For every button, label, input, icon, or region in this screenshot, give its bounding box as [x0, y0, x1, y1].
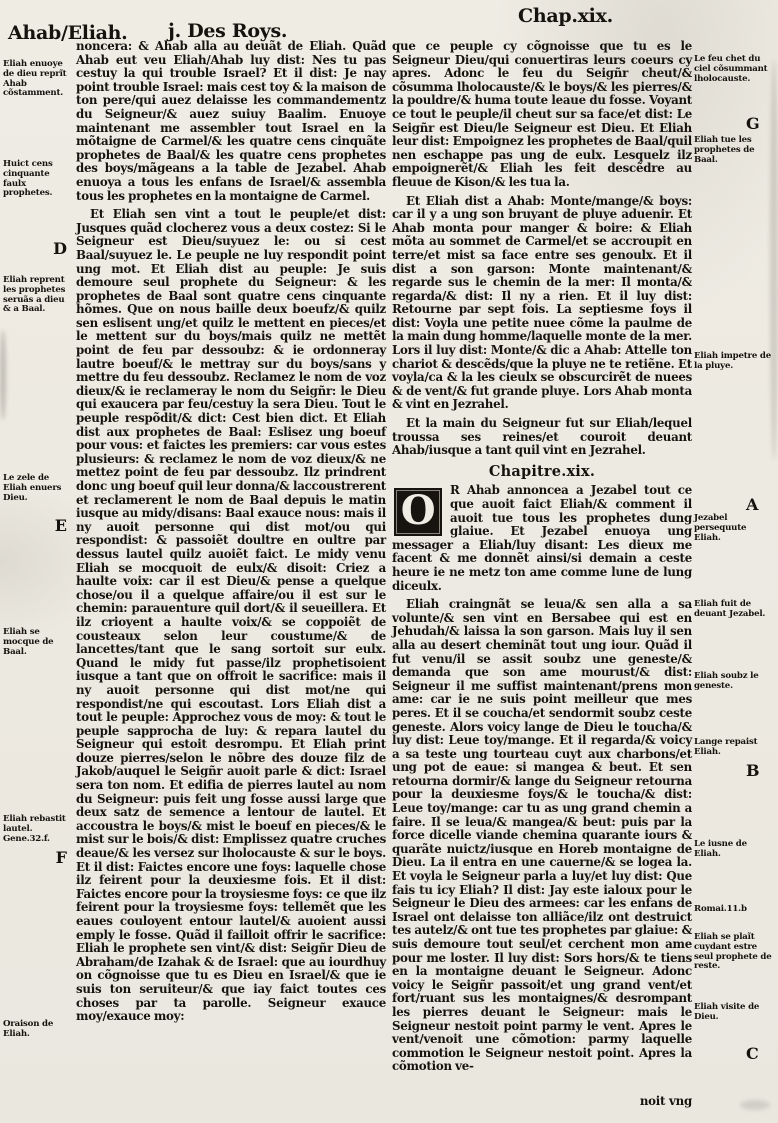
running-head-center: j. Des Roys. [168, 20, 288, 42]
paragraph: Et la main du Seigneur fut sur Eliah/lequel troussa ses reines/et couroit deuant Ahab/iusque a tant quil vint en Jezrahel. [392, 416, 692, 458]
margin-note: Huict cens cinquante faulx prophetes. [3, 159, 53, 199]
margin-note: Eliah enuoye de dieu reprĩt Ahab cõstamment. [3, 59, 67, 99]
section-letter: E [54, 516, 67, 535]
paragraph: Et Eliah dist a Ahab: Monte/mange/& boys: car il y a ung son bruyant de pluye aduenir. Et Ahab monta pour manger & boire: & Eliah mõta au sommet de Carmel/et se accroupit en terre/et mist sa face entre ses genoulx. Et il dist a son garson: Monte maintenant/& regarde sus le chemin de la mer: Il monta/& regarda/& dist: Il ny a rien. Et il luy dist: Retourne par sept fois. La septiesme foys il dist: Voyla une petite nuee cõme la paulme de la main dung homme/laquelle monte de la mer. Lors il luy dist: Monte/& dic a Ahab: Attelle ton chariot & descẽds/que la pluye ne te retiẽne. Et voyla/ca & la les cieulx se obscurcirẽt de nuees & de vent/& fut grande pluye. Lors Ahab monta & vint en Jezrahel. [392, 193, 692, 412]
left-margin-gloss-column [3, 0, 73, 1123]
margin-note: Eliah soubz le geneste. [694, 671, 759, 691]
text-column-right [392, 40, 692, 1118]
paragraph: que ce peuple cy cõgnoisse que tu es le Seigneur Dieu/qui conuertiras leurs coeurs cy apres. Adonc le feu du Seigñr cheut/& cõsumma lholocauste/& le boys/& les pierres/& la pouldre/& huma toute leaue du fosse. Voyant ce tout le peuple/il cheut sur sa face/et dist: Le Seigñr est Dieu/le Seigneur est Dieu. Et Eliah leur dist: Empoignez les prophetes de Baal/quil nen eschappe pas ung de eulx. Lesquelz ilz empoignerẽt/& Eliah les feit descẽdre au fleuue de Kison/& les tua la. [392, 39, 692, 189]
chapter-heading: Chapitre.xix. [488, 462, 596, 480]
paragraph: Eliah craingnãt se leua/& sen alla a sa volunte/& sen vint en Bersabee qui est en Jehudah/& laissa la son garson. Mais luy il sen alla au desert cheminãt tout ung iour. Quãd il fut venu/il se assit soubz une geneste/& demanda que son ame mourust/& dist: Seigneur il me suffist maintenant/prens mon ame: car ie ne suis point meilleur que mes peres. Et il se coucha/et sendormit soubz ceste geneste. Alors voicy lange de Dieu le toucha/& luy dist: Leue toy/mange. Et il regarda/& voicy a sa teste ung tourteau cuyt aux charbons/et ung pot de eaue: si mangea & beut. Et sen retourna dormir/& lange du Seigneur retourna pour la deuxiesme foys/& le toucha/& dist: Leue toy/mange: car tu as ung grand chemin a faire. Il se leua/& mangea/& beut: puis par la force dicelle viande chemina quarante iours & quarãte nuictz/iusque en Horeb montaigne de Dieu. La il entra en une cauerne/& se logea la. Et voyla le Seigneur parla a luy/et luy dist: Que fais tu icy Eliah? Il dist: Jay este ialoux pour le Seigneur le Dieu des armees: car les enfans de Israel ont delaisse ton alliãce/ilz ont destruict tes autelz/& ont tue tes prophetes par glaiue: & suis demoure tout seul/et cerchent mon ame pour me loster. Il luy dist: Sors hors/& te tiens en la montaigne deuant le Seigneur. Adonc voicy le Seigñr passoit/et ung grand vent/et fort/ruant sus les montaignes/& desrompant les pierres deuant le Seigneur: mais le Seigneur nestoit point parmy le vent. Apres le vent/venoit une cõmotion: parmy laquelle commotion le Seigneur nestoit point. Apres la cõmotion ve- [392, 597, 692, 1074]
margin-note: Le iusne de Eliah. [694, 839, 747, 859]
margin-note: Eliah fuit de deuant Jezabel. [694, 599, 766, 619]
section-letter: C [746, 1044, 759, 1063]
margin-note: Eliah se mocque de Baal. [3, 627, 54, 657]
margin-note: Lange repaist Eliah. [694, 737, 758, 757]
margin-note: Eliah se plaĩt cuydant estre seul prophete de reste. [694, 932, 772, 972]
section-letter: B [746, 761, 760, 780]
paragraph: O R Ahab annoncea a Jezabel tout ce que auoit faict Eliah/& comment il auoit tue tous les prophetes dung glaiue. Et Jezabel enuoya ung messager a Eliah/luy disant: Les dieux me facent & me donnẽt ainsi/si demain a ceste heure ie ne metz ton ame comme lune de lung diceulx. [392, 483, 692, 593]
section-letter: F [55, 848, 67, 867]
catchword: noit vng [639, 1094, 692, 1108]
paragraph: Et Eliah sen vint a tout le peuple/et dist: Jusques quãd clocherez vous a deux costez: Si le Seigneur est Dieu/suyuez le: ou si cest Baal/suyuez le. Le peuple ne luy respondit point ung mot. Et Eliah dist au peuple: Je suis demoure seul prophete du Seigneur: & les prophetes de Baal sont quatre cens cinquante hõmes. Que on nous baille deux boeufz/& quilz sen eslisent ung/et quilz le mettent en pieces/et le mettent sur du boys/mais quilz ne mettẽt point de feu par dessoubz: & ie ordonneray lautre boeuf/& le mettray sur du boys/sans y mettre du feu dessoubz. Reclamez le nom de voz dieux/& ie reclameray le nom du Seigñr: le Dieu qui exaucera par feu/cestuy la sera Dieu. Tout le peuple respõdit/& dict: Cest bien dict. Et Eliah dist aux prophetes de Baal: Eslisez ung boeuf pour vous: et faictes les premiers: car vous estes plusieurs: & reclamez le nom de voz dieux/& ne mettez point de feu par dessoubz. Ilz prindrent donc ung boeuf quil leur donna/& laccoustrerent et reclamerent le nom de Baal depuis le matin iusque au midy/disans: Baal exauce nous: mais il ny auoit personne qui dist mot/ou qui respondist: & passoiẽt doultre en oultre par dessus lautel quilz auoiẽt faict. Le midy venu Eliah se mocquoit de eulx/& disoit: Criez a haulte voix: car il est Dieu/& pense a quelque chose/ou il a quelque affaire/ou il est sur le chemin: parauenture quil dort/& il seueillera. Et ilz crioyent a haulte voix/& se coppoiẽt de cousteaux selon leur coustume/& de lancettes/tant que le sang sortoit sur eulx. Quand le midy fut passe/ilz prophetisoient iusque a tant que on offroit le sacrifice: mais il ny auoit personne qui dist mot/ne qui respondist/ne qui escoutast. Lors Eliah dist a tout le peuple: Approchez vous de moy: & tout le peuple sapprocha de luy: & repara lautel du Seigneur qui estoit desrompu. Et Eliah print douze pierres/selon le nõbre des douze filz de Jakob/auquel le Seigñr auoit parle & dict: Israel sera ton nom. Et edifia de pierres lautel au nom du Seigneur: puis feit ung fosse aussi large que deux satz de semence a lentour de lautel. Et accoustra le boys/& mist le boeuf en pieces/& le mist sur le bois/& dist: Emplissez quatre cruches deaue/& les versez sur lholocauste & sur le boys. Et il dist: Faictes encore une foys: laquelle chose ilz feirent pour la deuxiesme fois. Et il dist: Faictes encore pour la troysiesme foys: ce que ilz feirent pour la troysiesme foys: tellemẽt que les eaues couloyent entour lautel/& auoient aussi emply le fosse. Quãd il failloit offrir le sacrifice: Eliah le prophete sen vint/& dist: Seigñr Dieu de Abraham/de Izahak & de Israel: que au iourdhuy on cõgnoisse que tu es Dieu en Israel/& que ie suis ton seruiteur/& que iay faict toutes ces choses par ta parolle. Seigneur exauce moy/exauce moy: [76, 207, 386, 1024]
margin-note: Eliah visite de Dieu. [694, 1002, 760, 1022]
margin-note: Jezabel persequute Eliah. [694, 513, 747, 543]
right-margin-gloss-column [694, 0, 776, 1123]
margin-note: Eliah impetre de la pluye. [694, 351, 771, 371]
margin-note: Oraison de Eliah. [3, 1019, 54, 1039]
running-head-right: Chap.xix. [518, 5, 613, 27]
margin-note: Romai.11.b [694, 904, 747, 914]
text-column-left [76, 40, 386, 1080]
section-letter: A [746, 495, 759, 514]
margin-note: Eliah tue les prophetes de Baal. [694, 135, 755, 165]
running-head-left: Ahab/Eliah. [8, 22, 128, 44]
margin-note: Le zele de Eliah enuers Dieu. [3, 473, 62, 503]
section-letter: G [746, 114, 760, 133]
woodcut-initial-letter: O [392, 486, 444, 538]
margin-note: Le feu chet du ciel cõsummant lholocauste. [694, 54, 768, 84]
section-letter: D [53, 239, 67, 258]
margin-note: Eliah reprent les prophetes seruãs a dieu & a Baal. [3, 275, 66, 315]
margin-note: Eliah rebastit lautel. Gene.32.f. [3, 814, 66, 844]
paragraph: noncera: & Ahab alla au deuãt de Eliah. Quãd Ahab eut veu Eliah/Ahab luy dist: Nes tu pas cestuy la qui trouble Israel? Et il dist: Je nay point trouble Israel: mais cest toy & la maison de ton pere/qui auez delaisse les commandementz du Seigneur/& auez suiuy Baalim. Enuoye maintenant me assembler tout Israel en la mõtaigne de Carmel/& les quatre cens cinquãte prophetes de Baal/& les quatre cens prophetes des boys/mãgeans a la table de Jezabel. Ahab enuoya a tous les enfans de Israel/& assembla tous les prophetes en la montaigne de Carmel. [76, 39, 386, 203]
